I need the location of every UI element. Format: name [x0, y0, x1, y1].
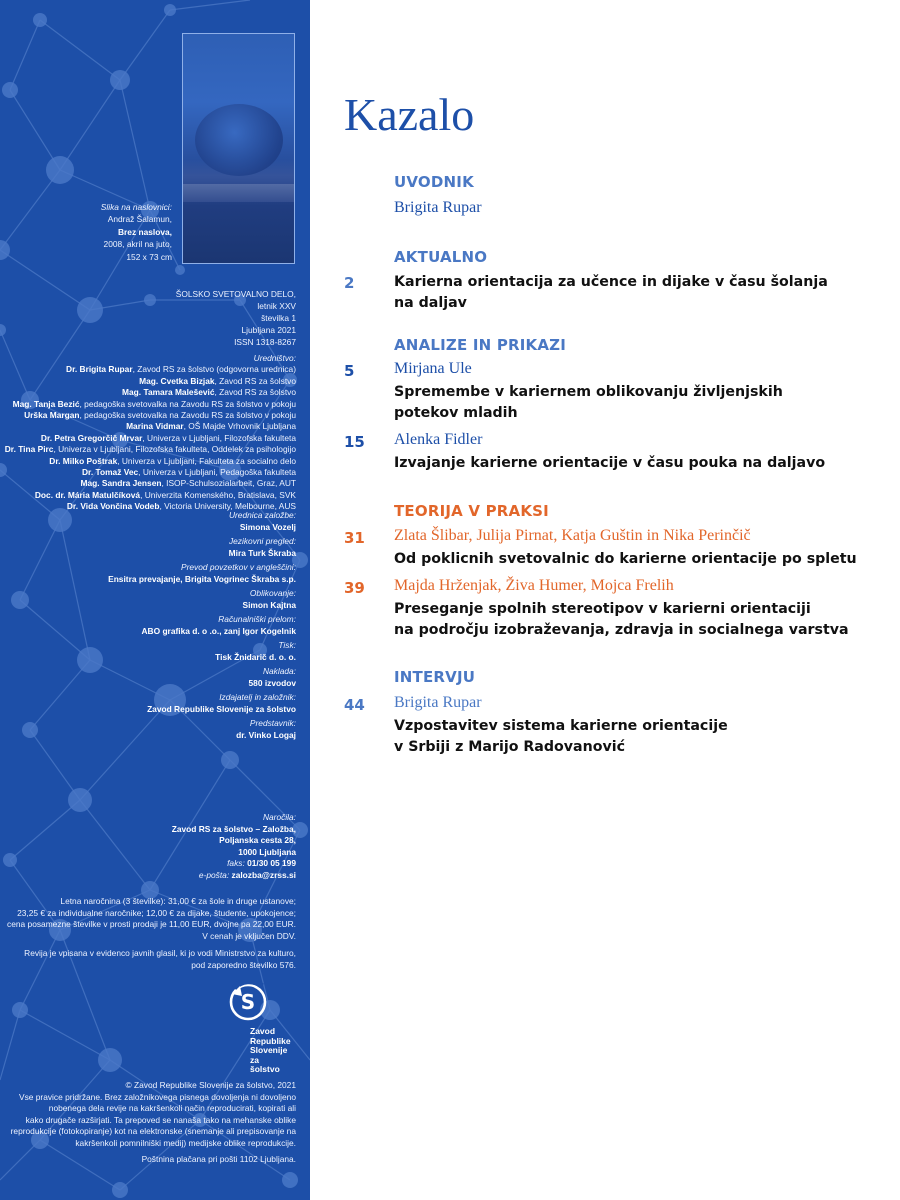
credits	[108, 510, 296, 744]
svg-text:S: S	[240, 990, 256, 1014]
author: Majda Hrženjak, Živa Humer, Mojca Frelih	[394, 577, 674, 594]
email-link[interactable]: zalozba@zrss.si	[231, 869, 296, 880]
editor-row: Dr. Tomaž Vec, Univerza v Ljubljani, Pedagoška fakulteta	[82, 467, 296, 478]
credit-item: Računalniški prelom: ABO grafika d. o .o., zanj Igor Kogelnik	[141, 614, 296, 636]
section-heading-teorija: TEORIJA V PRAKSI	[394, 502, 549, 520]
orders-info: Naročila: Zavod RS za šolstvo – Založba, Poljanska cesta 28, 1000 Ljubljana faks: 01/30 05 199 e-pošta: zalozba@zrss.si	[171, 812, 296, 880]
article-title[interactable]: Od poklicnih svetovalnic do karierne orientacije po spletu	[394, 551, 857, 567]
copyright-info: © Zavod Republike Slovenije za šolstvo, 2021 Vse pravice pridržane. Brez založnikovega pisnega dovoljenja ni dovoljeno nobenega dela revije na kakršenkoli način reproducirati, kopirati ali kako drugače razširjati. Ta prepoved se nanaša tako na mehanske oblike reprodukcije (fotokopiranje) kot na elektronske (snemanje ali prepisovanje na kakršenkoli pomnilniški medij) medijske oblike reprodukcije. Poštnina plačana pri pošti 1102 Ljubljana.	[10, 1080, 296, 1164]
author: Zlata Šlibar, Julija Pirnat, Katja Guštin in Nika Perinčič	[394, 527, 751, 544]
editor-row: Dr. Petra Gregorčič Mrvar, Univerza v Ljubljani, Filozofska fakulteta	[40, 432, 296, 443]
article-title[interactable]: Spremembe v kariernem oblikovanju življenjskih potekov mladih	[394, 384, 783, 421]
article-title[interactable]: Vzpostavitev sistema karierne orientacije v Srbiji z Marijo Radovanović	[394, 718, 728, 755]
zrss-logo: S Zavod Republike Slovenije za šolstvo	[226, 980, 286, 1075]
section-heading-intervju: INTERVJU	[394, 668, 476, 686]
editor-row: Mag. Cvetka Bizjak, Zavod RS za šolstvo	[139, 375, 296, 386]
page-title: Kazalo	[344, 89, 475, 140]
editor-row: Doc. dr. Mária Matulčíková, Univerzita Komenského, Bratislava, SVK	[34, 489, 296, 500]
editor-row: Dr. Milko Poštrak, Univerza v Ljubljani, Fakulteta za socialno delo	[49, 455, 296, 466]
credit-item: Jezikovni pregled: Mira Turk Škraba	[228, 536, 296, 558]
imprint-sidebar	[0, 0, 310, 1200]
editor-row: Marina Vidmar, OŠ Majde Vrhovnik Ljubljana	[126, 421, 296, 432]
credit-item: Oblikovanje: Simon Kajtna	[242, 588, 296, 610]
editor-row: Urška Margan, pedagoška svetovalka na Zavodu RS za šolstvo v pokoju	[24, 410, 296, 421]
article-title[interactable]: Karierna orientacija za učence in dijake v času šolanja na daljav	[394, 274, 828, 311]
cover-artwork	[182, 33, 295, 264]
credit-item: Urednica založbe: Simona Vozelj	[228, 510, 296, 532]
editor-row: Dr. Tina Pirc, Univerza v Ljubljani, Filozofska fakulteta, Oddelek za psihologijo	[4, 444, 296, 455]
editor-row: Dr. Vida Vončina Vodeb, Victoria University, Melbourne, AUS	[66, 501, 296, 512]
registry-info: Revija je vpisana v evidenco javnih glasil, ki jo vodi Ministrstvo za kulturo, pod zaporedno številko 576.	[24, 948, 296, 970]
page-number: 31	[344, 529, 365, 547]
page-number: 39	[344, 579, 365, 597]
credit-item: Naklada: 580 izvodov	[248, 666, 296, 688]
credit-item: Prevod povzetkov v angleščini: Ensitra prevajanje, Brigita Vogrinec Škraba s.p.	[108, 562, 296, 584]
author: Mirjana Ule	[394, 360, 472, 377]
editor-row: Mag. Sandra Jensen, ISOP-Schulsozialarbeit, Graz, AUT	[80, 478, 296, 489]
zrss-logo-icon	[226, 980, 270, 1022]
page-number: 44	[344, 696, 365, 714]
credit-item: Tisk: Tisk Žnidarič d. o. o.	[215, 640, 296, 662]
page-number: 2	[344, 274, 355, 292]
pricing-info: Letna naročnina (3 številke): 31,00 € za šole in druge ustanove; 23,25 € za individualne naročnike; 12,00 € za dijake, študente, upokojence; cena posamezne številke v prosti prodaji je 11,00 EUR, dvojne pa 22,00 EUR. V cenah je vključen DDV.	[7, 896, 296, 941]
editorial-board: Uredništvo: Dr. Brigita Rupar, Zavod RS za šolstvo (odgovorna urednica) Mag. Cvetka Bizjak, Zavod RS za šolstvo Mag. Tamara Malešević, Zavod RS za šolstvo Mag. Tanja Bezić, pedagoška svetovalka na Zavodu RS za šolstvo v pokoju Urška Margan, pedagoška svetovalka na Zavodu RS za šolstvo v pokoju Marina Vidmar, OŠ Majde Vrhovnik Ljubljana Dr. Petra Gregorčič Mrvar, Univerza v Ljubljani, Filozofska fakulteta Dr. Tina Pirc, Univerza v Ljubljani, Filozofska fakulteta, Oddelek za psihologijo Dr. Milko Poštrak, Univerza v Ljubljani, Fakulteta za socialno delo Dr. Tomaž Vec, Univerza v Ljubljani, Pedagoška fakulteta Mag. Sandra Jensen, ISOP-Schulsozialarbeit, Graz, AUT Doc. dr. Mária Matulčíková, Univerzita Komenského, Bratislava, SVK Dr. Vida Vončina Vodeb, Victoria University, Melbourne, AUS	[4, 353, 296, 512]
article-title[interactable]: Preseganje spolnih stereotipov v karierni orientaciji na področju izobraževanja, zdravja in socialnega varstva	[394, 601, 849, 638]
credit-item: Predstavnik: dr. Vinko Logaj	[236, 718, 296, 740]
article-title[interactable]: Izvajanje karierne orientacije v času pouka na daljavo	[394, 455, 826, 471]
credit-item: Izdajatelj in založnik: Zavod Republike Slovenije za šolstvo	[147, 692, 296, 714]
author: Brigita Rupar	[394, 694, 482, 711]
page-number: 5	[344, 362, 355, 380]
journal-info: ŠOLSKO SVETOVALNO DELO, letnik XXV številka 1 Ljubljana 2021 ISSN 1318-8267	[175, 289, 296, 347]
author: Alenka Fidler	[394, 431, 483, 448]
cover-caption: Slika na naslovnici: Andraž Šalamun, Brez naslova, 2008, akril na juto, 152 x 73 cm	[100, 202, 172, 262]
page-number: 15	[344, 433, 365, 451]
editor-row: Dr. Brigita Rupar, Zavod RS za šolstvo (odgovorna urednica)	[66, 364, 296, 375]
editor-row: Mag. Tanja Bezić, pedagoška svetovalka na Zavodu RS za šolstvo v pokoju	[12, 398, 296, 409]
author-uvodnik[interactable]: Brigita Rupar	[394, 199, 482, 216]
section-heading-aktualno: AKTUALNO	[394, 248, 488, 266]
editor-row: Mag. Tamara Malešević, Zavod RS za šolstvo	[122, 387, 296, 398]
section-heading-uvodnik: UVODNIK	[394, 173, 474, 191]
section-heading-analize: ANALIZE IN PRIKAZI	[394, 336, 567, 354]
